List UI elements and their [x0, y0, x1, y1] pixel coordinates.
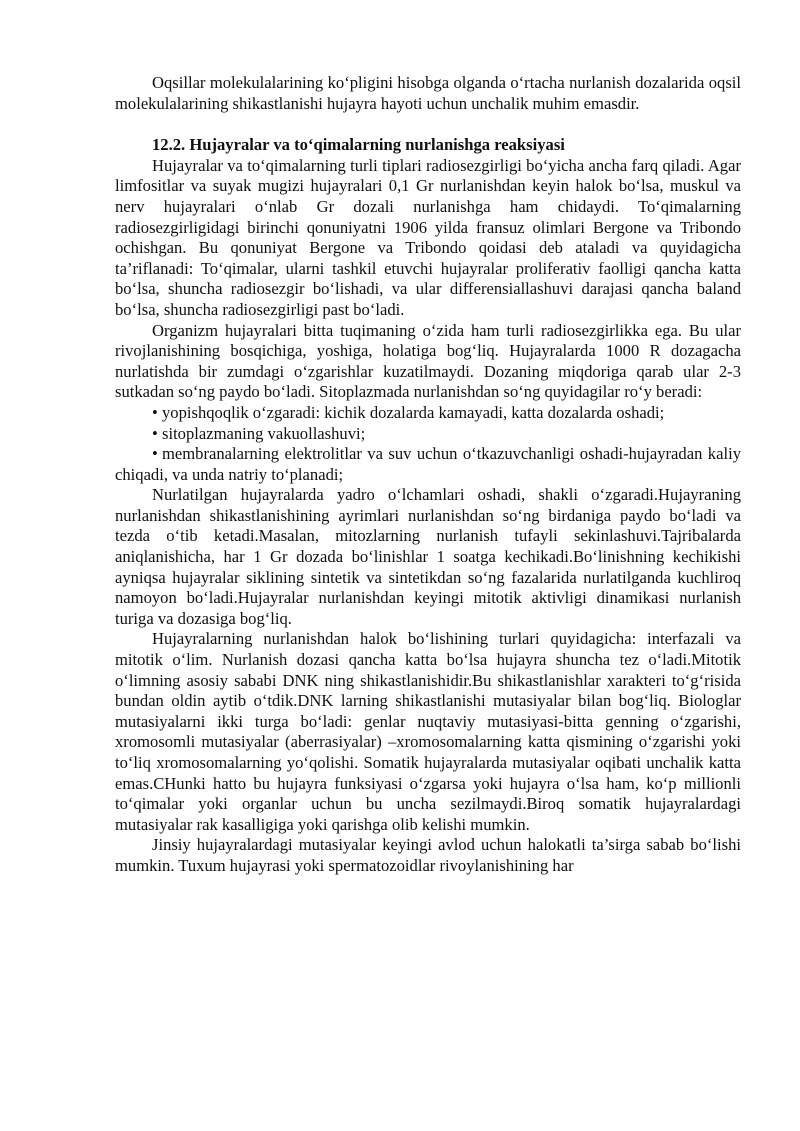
body-paragraph-3: Nurlatilgan hujayralarda yadro o‘lchamlari oshadi, shakli o‘zgaradi.Hujayraning nurlanishdan shikastlanishining ayrimlari nurlanishdan so‘ng birdaniga paydo bo‘ladi va tezda o‘tib ketadi.Masalan, mitozlarning nurlanish tufayli sekinlashuvi.Tajribalarda aniqlanishicha, har 1 Gr dozada bo‘linishlar 1 soatga kechikadi.Bo‘linishning kechikishi ayniqsa hujayralar siklining sintetik va sintetikdan so‘ng fazalarida nurlatilganda kuchliroq namoyon bo‘ladi.Hujayralar nurlanishdan keyingi mitotik aktivligi dinamikasi nurlanish turiga va dozasiga bog‘liq.	[115, 485, 741, 628]
bullet-text: membranalarning elektrolitlar va suv uchun o‘tkazuvchanligi oshadi-hujayradan kaliy chiqadi, va unda natriy to‘planadi;	[115, 444, 741, 484]
document-page	[115, 73, 741, 877]
intro-paragraph: Oqsillar molekulalarining ko‘pligini hisobga olganda o‘rtacha nurlanish dozalarida oqsil molekulalarining shikastlanishi hujayra hayoti uchun unchalik muhim emasdir.	[115, 73, 741, 113]
bullet-text: yopishqoqlik o‘zgaradi: kichik dozalarda kamayadi, katta dozalarda oshadi;	[162, 402, 665, 422]
body-paragraph-5: Jinsiy hujayralardagi mutasiyalar keyingi avlod uchun halokatli ta’sirga sabab bo‘lishi mumkin. Tuxum hujayrasi yoki spermatozoidlar rivoylanishining har	[115, 835, 741, 875]
body-paragraph-4: Hujayralarning nurlanishdan halok bo‘lishining turlari quyidagicha: interfazali va mitotik o‘lim. Nurlanish dozasi qancha katta bo‘lsa hujayra shuncha tez o‘ladi.Mitotik o‘limning asosiy sababi DNK ning shikastlanishidir.Bu shikastlanishlar xarakteri to‘g‘risida bundan oldin aytib o‘tdik.DNK larning shikastlanishi mutasiyalar bilan bog‘liq. Biologlar mutasiyalarni ikki turga bo‘ladi: genlar nuqtaviy mutasiyasi-bitta genning o‘zgarishi, xromosomli mutasiyalar (aberrasiyalar) –xromosomalarning katta qismining o‘zgarishi yoki to‘liq xromosomalarning yo‘qolishi. Somatik hujayralarda mutasiyalar oqibati unchalik katta emas.CHunki hatto bu hujayra funksiyasi o‘zgarsa yoki hujayra o‘lsa ham, ko‘p millionli to‘qimalar yoki organlar uchun bu uncha sezilmaydi.Biroq somatik hujayralardagi mutasiyalar rak kasalligiga yoki qarishga olib kelishi mumkin.	[115, 629, 741, 834]
bullet-dot-icon: •	[152, 402, 158, 422]
bullet-list	[115, 403, 741, 485]
paragraph-spacer	[115, 114, 741, 135]
section-heading: 12.2. Hujayralar va to‘qimalarning nurlanishga reaksiyasi	[152, 135, 565, 155]
bullet-text: sitoplazmaning vakuollashuvi;	[162, 423, 366, 443]
bullet-item	[115, 424, 741, 445]
body-paragraph-1: Hujayralar va to‘qimalarning turli tiplari radiosezgirligi bo‘yicha ancha farq qiladi. Agar limfositlar va suyak mugizi hujayralari 0,1 Gr nurlanishdan keyin halok bo‘lsa, muskul va nerv hujayralari o‘nlab Gr dozali nurlanishga ham chidaydi. To‘qimalarning radiosezgirligidagi birinchi qonuniyatni 1906 yilda fransuz olimlari Bergone va Tribondo ochishgan. Bu qonuniyat Bergone va Tribondo qoidasi deb ataladi va quyidagicha ta’riflanadi: To‘qimalar, ularni tashkil etuvchi hujayralar proliferativ faolligi qancha katta bo‘lsa, shuncha radiosezgir bo‘lishadi, va ular differensiallashuvi darajasi qancha baland bo‘lsa, shuncha radiosezgirligi past bo‘ladi.	[115, 155, 741, 319]
bullet-item	[115, 403, 741, 424]
bullet-dot-icon: •	[152, 423, 158, 443]
bullet-dot-icon: •	[152, 444, 158, 464]
body-paragraph-2: Organizm hujayralari bitta tuqimaning o‘zida ham turli radiosezgirlikka ega. Bu ular rivojlanishining bosqichiga, yoshiga, holatiga bog‘liq. Hujayralarda 1000 R dozagacha nurlatishda bir zumdagi o‘zgarishlar kuzatilmaydi. Dozaning miqdoriga qarab ular 2-3 sutkadan so‘ng paydo bo‘ladi. Sitoplazmada nurlanishdan so‘ng quyidagilar ro‘y beradi:	[115, 320, 741, 402]
bullet-item	[115, 444, 741, 485]
